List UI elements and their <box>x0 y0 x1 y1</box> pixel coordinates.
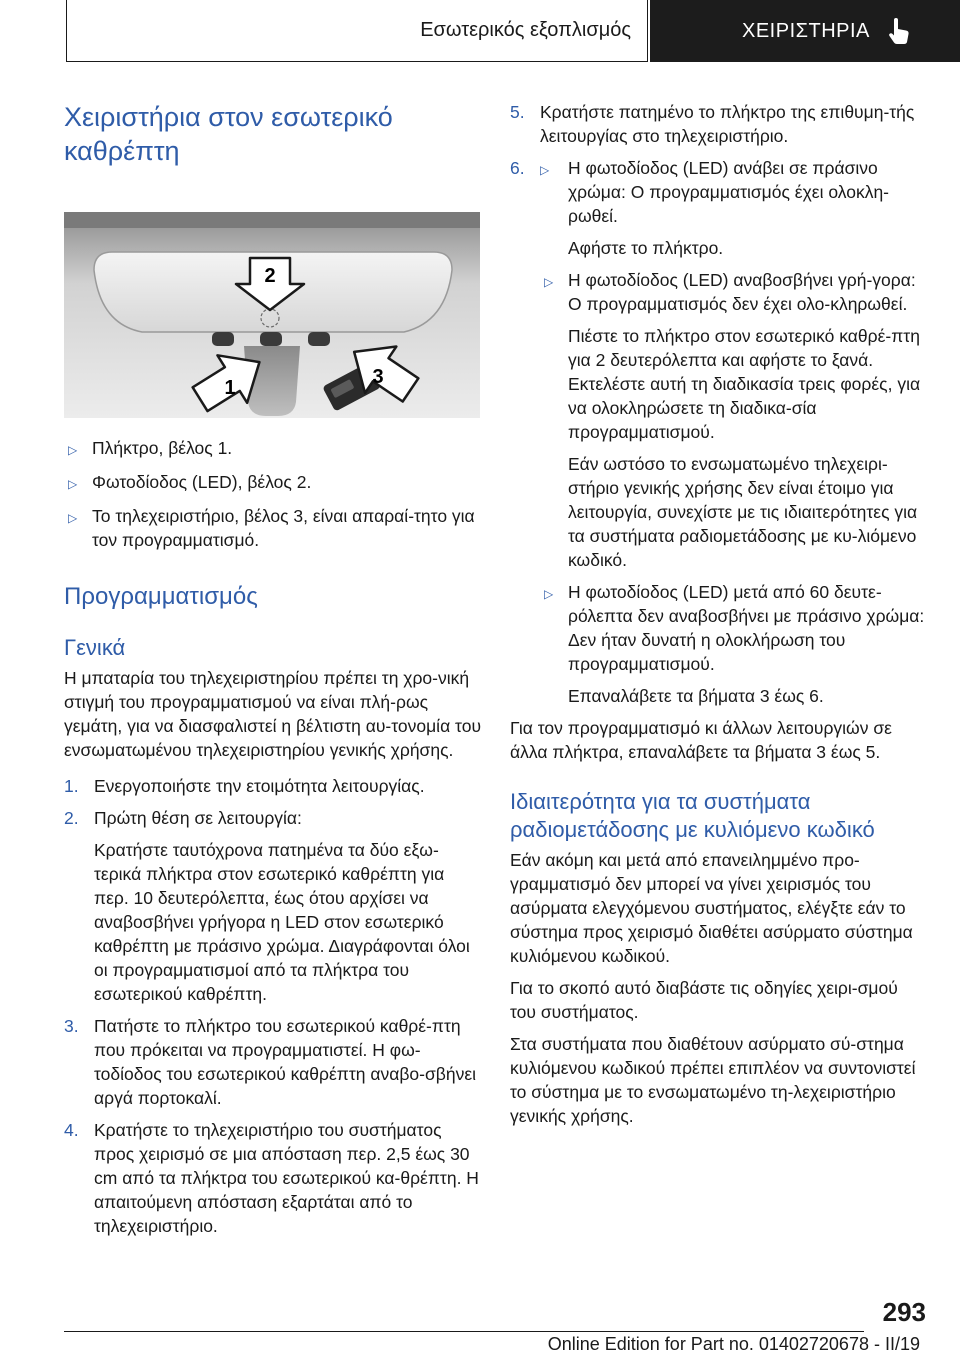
step-item: 3. Πατήστε το πλήκτρο του εσωτερικού καθρέ-πτη που πρόκειται να προγραμματιστεί. Η φω-τοδίοδος του εσωτερικού καθρέπτη αναβο-σβήνει αργά πορτοκαλί. <box>64 1016 477 1108</box>
header-section <box>66 0 648 62</box>
steps-list <box>64 774 482 1238</box>
rolling-paragraph: Εάν ακόμη και μετά από επανειλημμένο προ-γραμματισμό δεν μπορεί να γίνει χειρισμός του ασύρματα ελεγχόμενου συστήματος, ελέγξτε εάν το σύστημα προς χειρισμό διαθέτει ασύρματο σύστημα κυλιόμενου κωδικού. <box>510 850 913 966</box>
step-6-case: ▷ Η φωτοδίοδος (LED) αναβοσβήνει γρή-γορα: Ο προγραμματισμός δεν έχει ολο-κληρωθεί. <box>510 268 928 316</box>
step-item: 1. Ενεργοποιήστε την ετοιμότητα λειτουργίας. <box>64 776 425 796</box>
triangle-bullet-icon: ▷ <box>544 275 554 289</box>
left-column <box>64 100 482 1238</box>
heading-programming: Προγραμματισμός <box>64 583 258 610</box>
step-6-case-detail: Εάν ωστόσο το ενσωματωμένο τηλεχειρι-στήριο γενικής χρήσης δεν είναι έτοιμο για λειτουργία, συνεχίστε με τις ιδιαιτερότητες για τα συστήματα ραδιομετάδοσης με κυ-λιόμενο κωδικό. <box>568 454 918 570</box>
step-2-detail: Κρατήστε ταυτόχρονα πατημένα τα δύο εξω-τερικά πλήκτρα στον εσωτερικό καθρέπτη για περ. 10 δευτερόλεπτα, έως ότου αρχίσει να αναβοσβήνει γρήγορα η LED στον εσωτερικό καθρέπτη με πράσινο χρώμα. Διαγράφονται όλοι οι προγραμματισμοί από τα πλήκτρα του εσωτερικού καθρέπτη. <box>94 840 470 1004</box>
other-buttons-paragraph: Για τον προγραμματισμό κι άλλων λειτουργιών σε άλλα πλήκτρα, επαναλάβετε τα βήματα 3 έως 5. <box>510 718 892 762</box>
section-title: Χειριστήρια στον εσωτερικό καθρέπτη <box>64 102 393 166</box>
header-chapter-title: ΧΕΙΡΙΣΤΗΡΙΑ <box>742 19 870 42</box>
step-6-release: Αφήστε το πλήκτρο. <box>568 238 724 258</box>
rolling-paragraph: Στα συστήματα που διαθέτουν ασύρματο σύ-στημα κυλιόμενου κωδικού πρέπει επιπλέον να συντονιστεί το σύστημα με το ενσωματωμένο τη-λεχειριστήριο γενικής χρήσης. <box>510 1034 916 1126</box>
callout-3: 3 <box>372 366 384 388</box>
heading-rolling-code: Ιδιαιτερότητα για τα συστήματα ραδιομετάδοσης με κυλιόμενο κωδικό <box>510 789 875 842</box>
callout-1: 1 <box>224 377 236 399</box>
legend-item: ▷ Πλήκτρο, βέλος 1. <box>64 436 482 462</box>
step-6-case: ▷ Η φωτοδίοδος (LED) μετά από 60 δευτε-ρόλεπτα δεν αναβοσβήνει με πράσινο χρώμα: Δεν ήταν δυνατή η ολοκλήρωση του προγραμματισμού. <box>510 580 928 676</box>
rolling-paragraph: Για το σκοπό αυτό διαβάστε τις οδηγίες χειρι-σμού του συστήματος. <box>510 978 898 1022</box>
triangle-bullet-icon: ▷ <box>68 443 78 457</box>
triangle-bullet-icon: ▷ <box>68 477 78 491</box>
callout-2: 2 <box>264 265 276 287</box>
step-6-case-detail: Επαναλάβετε τα βήματα 3 έως 6. <box>568 686 824 706</box>
right-column <box>510 100 928 1128</box>
header-chapter <box>650 0 960 62</box>
page-number: 293 <box>882 1297 926 1327</box>
footer-edition: Online Edition for Part no. 01402720678 - II/19 <box>547 1334 920 1354</box>
header-section-title: Εσωτερικός εξοπλισμός <box>420 19 631 41</box>
step-item: 4. Κρατήστε το τηλεχειριστήριο του συστήματος προς χειρισμό σε μια απόσταση περ. 2,5 έως 30 cm από τα πλήκτρα του εσωτερικού κα-θρέπτη. Η απαιτούμενη απόσταση εξαρτάται από το τηλεχειριστήριο. <box>64 1120 479 1236</box>
triangle-bullet-icon: ▷ <box>540 163 550 177</box>
mirror-controls-figure <box>64 212 480 418</box>
legend-item: ▷ Το τηλεχειριστήριο, βέλος 3, είναι απαραί-τητο για τον προγραμματισμό. <box>64 504 482 552</box>
step-6-case-detail: Πιέστε το πλήκτρο στον εσωτερικό καθρέ-πτη για 2 δευτερόλεπτα και αφήστε το ξανά. Εκτελέστε αυτή τη διαδικασία τρεις φορές, για να ολοκληρώσετε τη διαδικα-σία προγραμματισμού. <box>568 326 921 442</box>
step-item: 2. Πρώτη θέση σε λειτουργία: <box>64 808 302 828</box>
triangle-bullet-icon: ▷ <box>544 587 554 601</box>
step-item: 5. Κρατήστε πατημένο το πλήκτρο της επιθυμη-τής λειτουργίας στο τηλεχειριστήριο. <box>510 102 915 146</box>
hand-pointer-icon <box>888 18 910 44</box>
legend-list <box>64 436 482 552</box>
intro-paragraph: Η μπαταρία του τηλεχειριστηρίου πρέπει τη χρο-νική στιγμή του προγραμματισμού να είναι πλή-ρως γεμάτη, για να διασφαλιστεί η βέλτιστη αυ-τονομία του ενσωματωμένου τηλεχειριστηρίου γενικής χρήσης. <box>64 668 482 760</box>
legend-item: ▷ Φωτοδίοδος (LED), βέλος 2. <box>64 470 482 496</box>
footer-divider <box>64 1331 864 1332</box>
triangle-bullet-icon: ▷ <box>68 511 78 525</box>
step-item: 6. ▷ Η φωτοδίοδος (LED) ανάβει σε πράσινο χρώμα: Ο προγραμματισμός έχει ολοκλη-ρωθεί. <box>510 158 889 226</box>
heading-general: Γενικά <box>64 635 126 660</box>
